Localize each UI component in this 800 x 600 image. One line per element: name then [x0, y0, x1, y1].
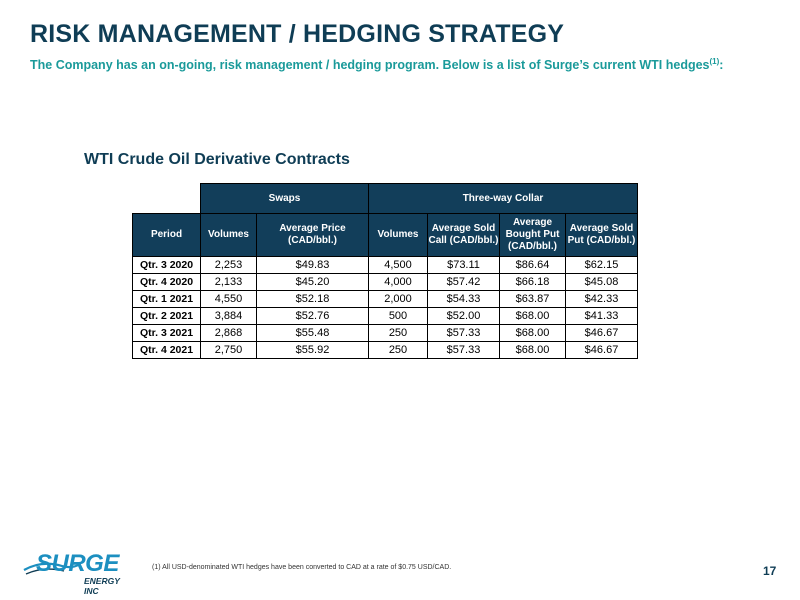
logo-subtext: ENERGY INC [84, 576, 120, 596]
table-cell: $45.08 [566, 274, 638, 291]
footnote-reference: (1) [709, 56, 720, 66]
period-cell: Qtr. 3 2021 [133, 325, 201, 342]
company-logo [22, 548, 132, 596]
table-cell: $45.20 [257, 274, 369, 291]
table-row [133, 325, 638, 342]
table-cell: 2,253 [201, 257, 257, 274]
table-row [133, 308, 638, 325]
collar-group-header: Three-way Collar [369, 184, 638, 214]
table-cell: $63.87 [500, 291, 566, 308]
table-cell: $57.33 [428, 325, 500, 342]
column-header-average-price: Average Price (CAD/bbl.) [257, 214, 369, 257]
table-cell: $46.67 [566, 325, 638, 342]
table-cell: $68.00 [500, 342, 566, 359]
table-row [133, 274, 638, 291]
table-title: WTI Crude Oil Derivative Contracts [84, 151, 350, 168]
table-cell: $57.33 [428, 342, 500, 359]
period-cell: Qtr. 2 2021 [133, 308, 201, 325]
table-cell: 500 [369, 308, 428, 325]
table-cell: $66.18 [500, 274, 566, 291]
table-cell: $55.92 [257, 342, 369, 359]
table-cell: $57.42 [428, 274, 500, 291]
footnote: (1) All USD-denominated WTI hedges have been converted to CAD at a rate of $0.75 USD/CAD. [152, 564, 452, 571]
table-cell: $86.64 [500, 257, 566, 274]
table-row [133, 257, 638, 274]
page-title: RISK MANAGEMENT / HEDGING STRATEGY [30, 20, 565, 48]
column-header-sold-call: Average Sold Call (CAD/bbl.) [428, 214, 500, 257]
table-cell: $52.76 [257, 308, 369, 325]
table-cell: $42.33 [566, 291, 638, 308]
table-cell: 2,133 [201, 274, 257, 291]
period-cell: Qtr. 1 2021 [133, 291, 201, 308]
column-header-collar-volumes: Volumes [369, 214, 428, 257]
table-cell: $62.15 [566, 257, 638, 274]
table-cell: $55.48 [257, 325, 369, 342]
column-header-bought-put: Average Bought Put (CAD/bbl.) [500, 214, 566, 257]
subtitle-text: The Company has an on-going, risk management / hedging program. Below is a list of Surge’s current WTI hedges [30, 58, 710, 72]
column-header-swap-volumes: Volumes [201, 214, 257, 257]
table-cell: $52.00 [428, 308, 500, 325]
table-cell: 2,000 [369, 291, 428, 308]
period-cell: Qtr. 4 2020 [133, 274, 201, 291]
column-header-period: Period [133, 214, 201, 257]
table-cell: $73.11 [428, 257, 500, 274]
table-cell: $54.33 [428, 291, 500, 308]
table-cell: 2,868 [201, 325, 257, 342]
table-cell: $49.83 [257, 257, 369, 274]
table-row [133, 342, 638, 359]
swaps-group-header: Swaps [201, 184, 369, 214]
table-cell: $68.00 [500, 308, 566, 325]
table-cell: 4,550 [201, 291, 257, 308]
blank-header-cell [133, 184, 201, 214]
table-cell: $52.18 [257, 291, 369, 308]
table-cell: 4,500 [369, 257, 428, 274]
table-cell: $68.00 [500, 325, 566, 342]
period-cell: Qtr. 3 2020 [133, 257, 201, 274]
column-header-sold-put: Average Sold Put (CAD/bbl.) [566, 214, 638, 257]
table-cell: 2,750 [201, 342, 257, 359]
logo-wordmark: SURGE [36, 550, 119, 577]
table-cell: $46.67 [566, 342, 638, 359]
table-row [133, 291, 638, 308]
table-cell: $41.33 [566, 308, 638, 325]
page-number: 17 [763, 564, 777, 578]
page-subtitle [30, 58, 723, 72]
table-cell: 3,884 [201, 308, 257, 325]
period-cell: Qtr. 4 2021 [133, 342, 201, 359]
table-cell: 250 [369, 342, 428, 359]
hedges-table [132, 183, 638, 359]
table-cell: 250 [369, 325, 428, 342]
table-cell: 4,000 [369, 274, 428, 291]
table-column-header-row [133, 214, 638, 257]
table-group-header-row [133, 184, 638, 214]
subtitle-end: : [719, 58, 724, 72]
